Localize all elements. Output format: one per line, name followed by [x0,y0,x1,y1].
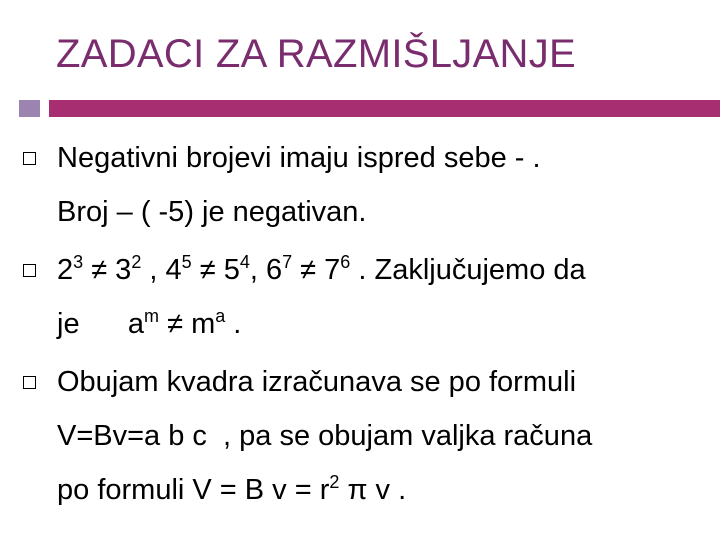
text-segment: je a [57,308,145,340]
superscript: 2 [329,472,340,492]
superscript: 4 [239,252,250,272]
text-segment: , 4 [141,254,182,286]
text-segment: π v . [339,474,407,506]
bullet-3-line-3 [57,472,407,506]
text-segment: ≠ 5 [191,254,240,286]
text-segment: ≠ m [159,308,216,340]
slide-title: ZADACI ZA RAZMIŠLJANJE [56,32,577,76]
bullet-3-line-1: Obujam kvadra izračunava se po formuli [57,366,577,398]
text-segment: ≠ 7 [292,254,341,286]
title-accent-square [19,100,40,117]
superscript: 7 [282,252,293,272]
superscript: 5 [181,252,192,272]
text-segment: po formuli V = B v = r [57,474,330,506]
bullet-3-line-2: V=Bv=a b c , pa se obujam valjka računa [57,420,593,452]
title-accent-bar [49,100,720,117]
text-segment: 2 [57,254,74,286]
superscript: a [215,306,226,326]
text-segment: . [225,308,242,340]
superscript: 2 [131,252,142,272]
superscript: 6 [340,252,351,272]
square-bullet-icon [23,376,36,389]
superscript: m [144,306,160,326]
superscript: 3 [73,252,84,272]
bullet-1-line-2: Broj – ( -5) je negativan. [57,196,367,228]
bullet-2-line-2 [57,306,242,340]
text-segment: , 6 [249,254,283,286]
square-bullet-icon [23,264,36,277]
text-segment: . Zaključujemo da [350,254,586,286]
square-bullet-icon [23,152,36,165]
text-segment: ≠ 3 [83,254,132,286]
bullet-2-line-1 [57,252,586,286]
bullet-1-line-1: Negativni brojevi imaju ispred sebe - . [57,142,541,174]
